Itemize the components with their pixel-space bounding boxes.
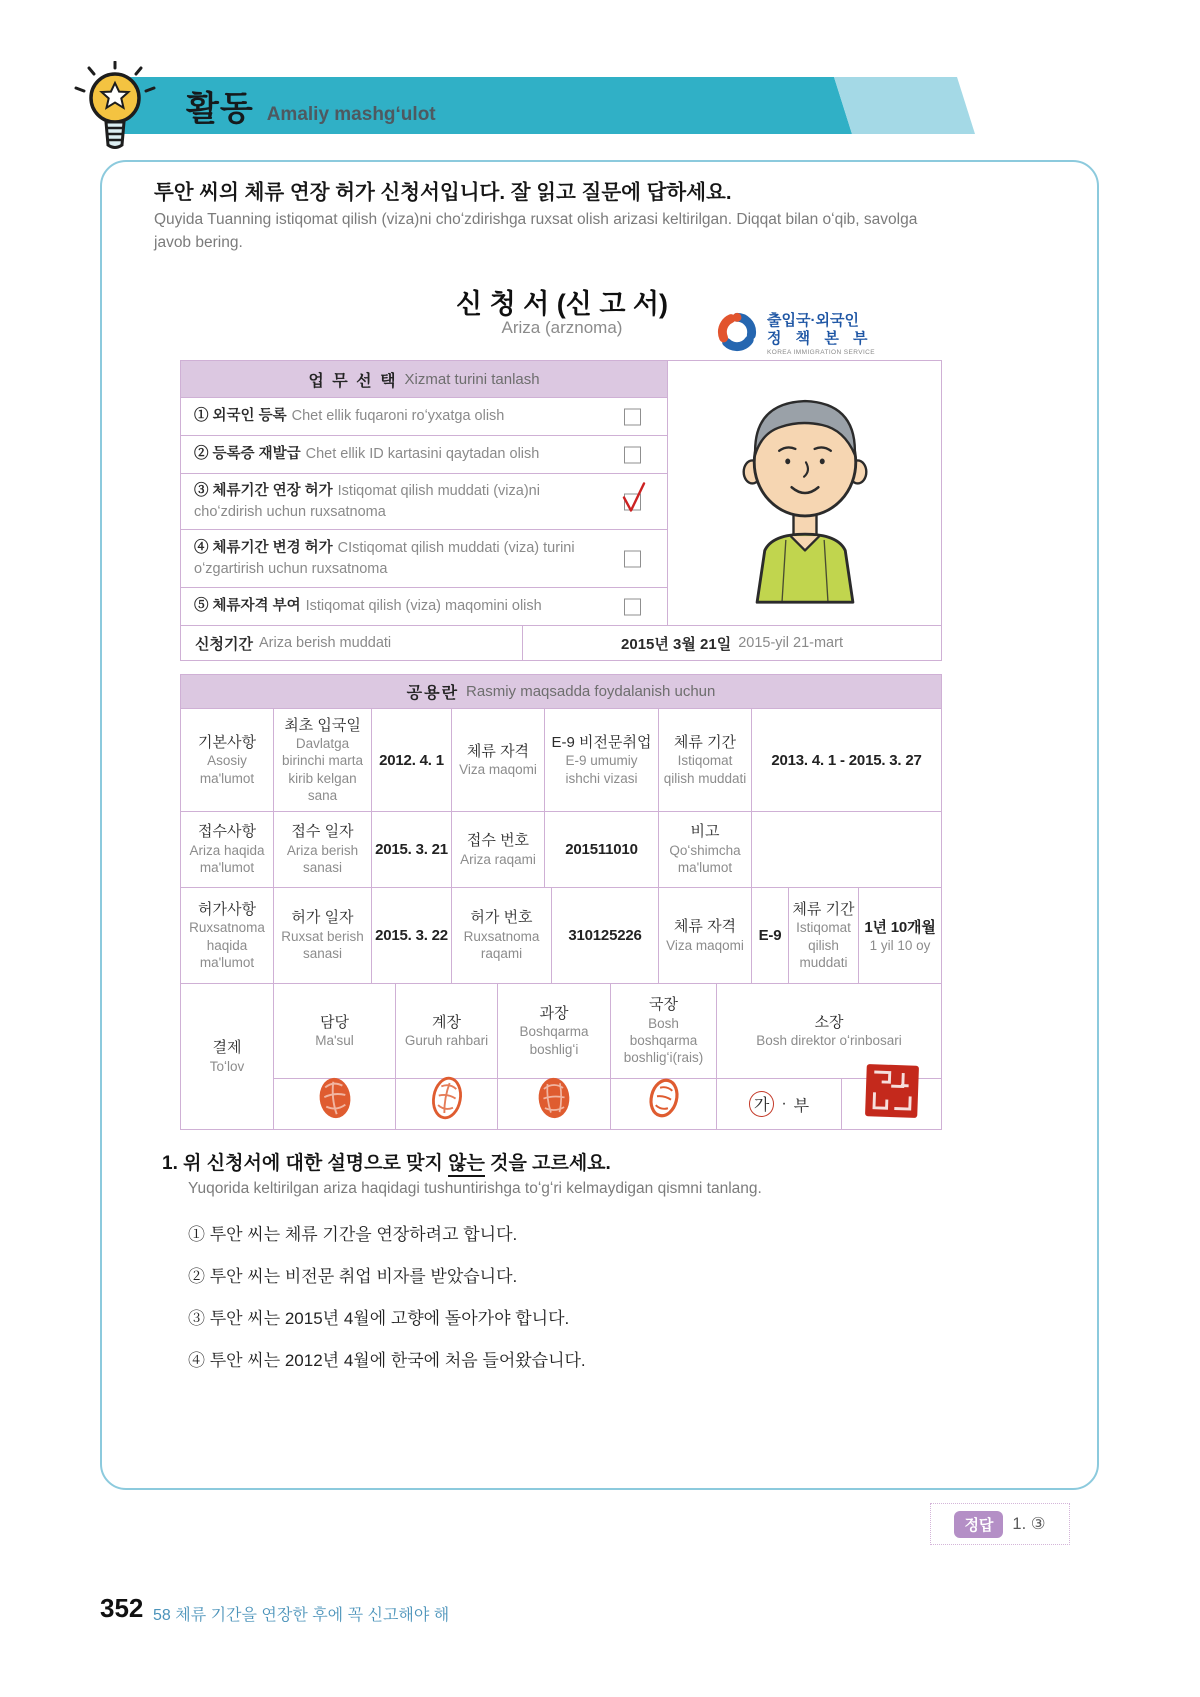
round-stamp-icon bbox=[312, 1072, 357, 1124]
granted-period-uz: 1 yil 10 oy bbox=[869, 938, 931, 954]
applicant-man-illustration bbox=[714, 381, 896, 605]
task-row-status-change bbox=[181, 530, 667, 588]
activity-title: 활동 bbox=[186, 90, 254, 128]
answer-value: 1. ③ bbox=[1012, 1515, 1046, 1533]
receipt-date: 2015. 3. 21 bbox=[375, 841, 448, 858]
intro-title: 투안 씨의 체류 연장 허가 신청서입니다. 잘 읽고 질문에 답하세요. bbox=[154, 181, 732, 204]
visa-type: E-9 비전문취업 bbox=[551, 733, 652, 751]
round-stamp-icon bbox=[424, 1071, 470, 1125]
task-label-ko: ③ 체류기간 연장 허가 bbox=[194, 483, 333, 500]
task-label-uz: Chet ellik fuqaroni roʻyxatga olish bbox=[291, 408, 505, 425]
table-cell: 국장 bbox=[649, 996, 678, 1014]
approval-decision-cell bbox=[717, 1079, 842, 1129]
table-cell: Ariza berish sanasi bbox=[286, 842, 359, 876]
question-text-pre: 위 신청서에 대한 설명으로 맞지 bbox=[183, 1153, 449, 1174]
immigration-logo bbox=[714, 309, 875, 360]
table-cell: Ruxsat berish sanasi bbox=[281, 928, 364, 962]
table-cell: Istiqomat qilish muddati bbox=[796, 920, 851, 970]
option-3[interactable]: ③ 투안 씨는 2015년 4월에 고향에 돌아가야 합니다. bbox=[188, 1309, 570, 1328]
visa-code: E-9 bbox=[758, 927, 782, 944]
option-4[interactable]: ④ 투안 씨는 2012년 4월에 한국에 처음 들어왔습니다. bbox=[188, 1351, 586, 1370]
question-text-post: 것을 고르세요. bbox=[484, 1153, 611, 1174]
checkbox-icon[interactable] bbox=[624, 408, 641, 425]
first-entry-date: 2012. 4. 1 bbox=[379, 751, 444, 769]
table-cell: Ma'sul bbox=[315, 1033, 354, 1049]
table-cell: 과장 bbox=[539, 1004, 569, 1022]
activity-content-box bbox=[100, 160, 1099, 1490]
table-cell: Boshqarma boshligʻi bbox=[519, 1024, 589, 1057]
checkbox-row5[interactable] bbox=[624, 598, 641, 615]
permit-date: 2015. 3. 22 bbox=[375, 927, 448, 944]
task-table-header bbox=[181, 361, 667, 398]
table-cell: Ariza haqida ma'lumot bbox=[189, 842, 265, 876]
checkbox-row1[interactable] bbox=[624, 408, 641, 425]
task-label-ko: ① 외국인 등록 bbox=[194, 408, 287, 425]
task-row-card-reissue bbox=[181, 436, 667, 474]
permit-number: 310125226 bbox=[568, 927, 642, 944]
table-cell: 체류 자격 bbox=[466, 742, 530, 760]
table-cell: 기본사항 bbox=[198, 733, 256, 751]
apply-period-value-ko: 2015년 3월 21일 bbox=[621, 635, 732, 653]
header-banner bbox=[118, 77, 975, 134]
table-cell: Guruh rahbari bbox=[404, 1033, 489, 1049]
table-cell: Bosh boshqarma boshligʻi(rais) bbox=[623, 1015, 704, 1066]
table-cell: Ruxsatnoma raqami bbox=[463, 928, 540, 962]
checkbox-icon[interactable] bbox=[624, 598, 641, 615]
apply-period-label-ko: 신청기간 bbox=[195, 635, 253, 653]
apply-period-value-uz: 2015-yil 21-mart bbox=[738, 635, 843, 651]
task-row-foreigner-registration bbox=[181, 398, 667, 436]
question-text-underlined: 않는 bbox=[448, 1153, 485, 1177]
form-title: 신 청 서 (신 고 서) bbox=[456, 289, 668, 319]
question-number: 1. bbox=[162, 1153, 178, 1174]
checkbox-icon[interactable] bbox=[624, 550, 641, 567]
answer-badge: 정답 bbox=[954, 1511, 1003, 1538]
table-cell: Davlatga birinchi marta kirib kelgan sana bbox=[281, 736, 364, 804]
option-1[interactable]: ① 투안 씨는 체류 기간을 연장하려고 합니다. bbox=[188, 1225, 518, 1244]
table-cell: 소장 bbox=[814, 1013, 844, 1031]
task-row-stay-extension bbox=[181, 474, 667, 530]
table-cell: 체류 기간 bbox=[673, 733, 737, 751]
checkbox-row4[interactable] bbox=[624, 550, 641, 567]
task-selection-table bbox=[180, 360, 942, 661]
logo-text-line1: 출입국·외국인 bbox=[767, 312, 859, 330]
check-mark-icon bbox=[621, 481, 647, 513]
task-label-uz: CIstiqomat qilish muddati (viza) turini oʻzgartirish uchun ruxsatnoma bbox=[194, 540, 575, 577]
task-label-ko: ④ 체류기간 변경 허가 bbox=[194, 540, 333, 557]
question-title bbox=[162, 1148, 611, 1175]
table-cell: Istiqomat qilish muddati bbox=[663, 753, 747, 786]
table-cell: 허가 번호 bbox=[470, 909, 533, 927]
question-subtitle: Yuqorida keltirilgan ariza haqidagi tushuntirishga toʻgʻri kelmaydigan qismni tanlang. bbox=[188, 1180, 762, 1197]
basic-info-row bbox=[181, 708, 941, 811]
logo-text-line2: 정 책 본 부 bbox=[767, 330, 873, 348]
round-stamp-icon bbox=[640, 1071, 686, 1124]
apply-period-label-uz: Ariza berish muddati bbox=[258, 635, 392, 651]
table-cell: 체류 자격 bbox=[673, 918, 737, 936]
task-table-header-ko: 업 무 선 택 bbox=[308, 372, 398, 390]
option-2[interactable]: ② 투안 씨는 비전문 취업 비자를 받았습니다. bbox=[188, 1267, 518, 1286]
stay-period-value: 2013. 4. 1 - 2015. 3. 27 bbox=[771, 751, 922, 769]
intro-subtitle: Quyida Tuanning istiqomat qilish (viza)ni choʻzdirishga ruxsat olish arizasi keltirilgan. Diqqat bilan oʻqib, savolga javob bering. bbox=[154, 211, 918, 252]
task-label-ko: ⑤ 체류자격 부여 bbox=[194, 598, 301, 615]
table-cell: 체류 기간 bbox=[792, 900, 855, 918]
table-cell: 허가사항 bbox=[198, 900, 256, 918]
table-cell: 접수 일자 bbox=[291, 823, 354, 841]
approval-label-uz: Toʻlov bbox=[209, 1058, 245, 1074]
table-cell: 비고 bbox=[690, 823, 720, 841]
table-cell: 계장 bbox=[432, 1013, 461, 1031]
receipt-number: 201511010 bbox=[565, 841, 638, 858]
chapter-title: 58 체류 기간을 연장한 후에 꼭 신고해야 해 bbox=[153, 1607, 450, 1624]
decision-reject: 부 bbox=[793, 1097, 810, 1115]
approval-label-ko: 결제 bbox=[212, 1039, 242, 1057]
task-label-uz: Chet ellik ID kartasini qaytadan olish bbox=[305, 446, 540, 463]
illustration-cell bbox=[667, 361, 941, 625]
task-label-uz: Istiqomat qilish (viza) maqomini olish bbox=[305, 598, 542, 615]
question-options bbox=[188, 1220, 586, 1371]
permit-info-row bbox=[181, 887, 941, 983]
apply-period-row bbox=[181, 625, 941, 660]
immigration-service-logo-icon bbox=[714, 309, 760, 360]
table-cell: 접수사항 bbox=[198, 823, 256, 841]
table-cell: Asosiy ma'lumot bbox=[199, 753, 255, 786]
task-label-uz: Istiqomat qilish muddati (viza)ni choʻzdirish uchun ruxsatnoma bbox=[194, 483, 540, 520]
receipt-info-row bbox=[181, 811, 941, 887]
checkbox-row2[interactable] bbox=[624, 446, 641, 463]
table-cell: 접수 번호 bbox=[466, 832, 530, 850]
table-cell: Bosh direktor oʻrinbosari bbox=[756, 1033, 902, 1049]
official-table-header bbox=[181, 675, 941, 708]
table-cell: Ruxsatnoma haqida ma'lumot bbox=[189, 920, 265, 970]
activity-subtitle: Amaliy mashgʻulot bbox=[266, 104, 436, 125]
official-header-ko: 공용란 bbox=[406, 685, 460, 702]
checkbox-row3-checked[interactable] bbox=[624, 493, 641, 510]
granted-period-ko: 1년 10개월 bbox=[864, 919, 936, 937]
table-cell: Viza maqomi bbox=[666, 937, 744, 953]
page-number: 352 bbox=[100, 1593, 144, 1623]
form-subtitle: Ariza (arznoma) bbox=[501, 318, 623, 337]
visa-type-uz: E-9 umumiy ishchi vizasi bbox=[565, 753, 638, 786]
answer-key-box bbox=[930, 1503, 1070, 1545]
director-seal-cell bbox=[842, 1079, 941, 1129]
lightbulb-icon bbox=[73, 61, 157, 158]
checkbox-icon[interactable] bbox=[624, 446, 641, 463]
table-cell: 담당 bbox=[320, 1013, 349, 1031]
table-cell: 허가 일자 bbox=[291, 909, 354, 927]
decision-separator: · bbox=[781, 1095, 787, 1112]
approval-row bbox=[181, 983, 941, 1129]
task-table-header-uz: Xizmat turini tanlash bbox=[404, 370, 540, 388]
task-row-status-grant bbox=[181, 588, 667, 625]
decision-approve-circled: 가 bbox=[749, 1091, 774, 1117]
official-header-uz: Rasmiy maqsadda foydalanish uchun bbox=[466, 683, 716, 700]
table-cell: Qoʻshimcha ma'lumot bbox=[669, 842, 741, 876]
square-seal-icon bbox=[862, 1061, 922, 1121]
official-use-table bbox=[180, 674, 942, 1130]
remarks-empty-cell bbox=[751, 812, 941, 887]
table-cell: Viza maqomi bbox=[459, 762, 537, 778]
round-stamp-icon bbox=[533, 1073, 575, 1123]
logo-text-line3: KOREA IMMIGRATION SERVICE bbox=[767, 349, 875, 357]
table-cell: Ariza raqami bbox=[460, 851, 536, 867]
table-cell: 최초 입국일 bbox=[284, 716, 361, 734]
task-label-ko: ② 등록증 재발급 bbox=[194, 446, 301, 463]
